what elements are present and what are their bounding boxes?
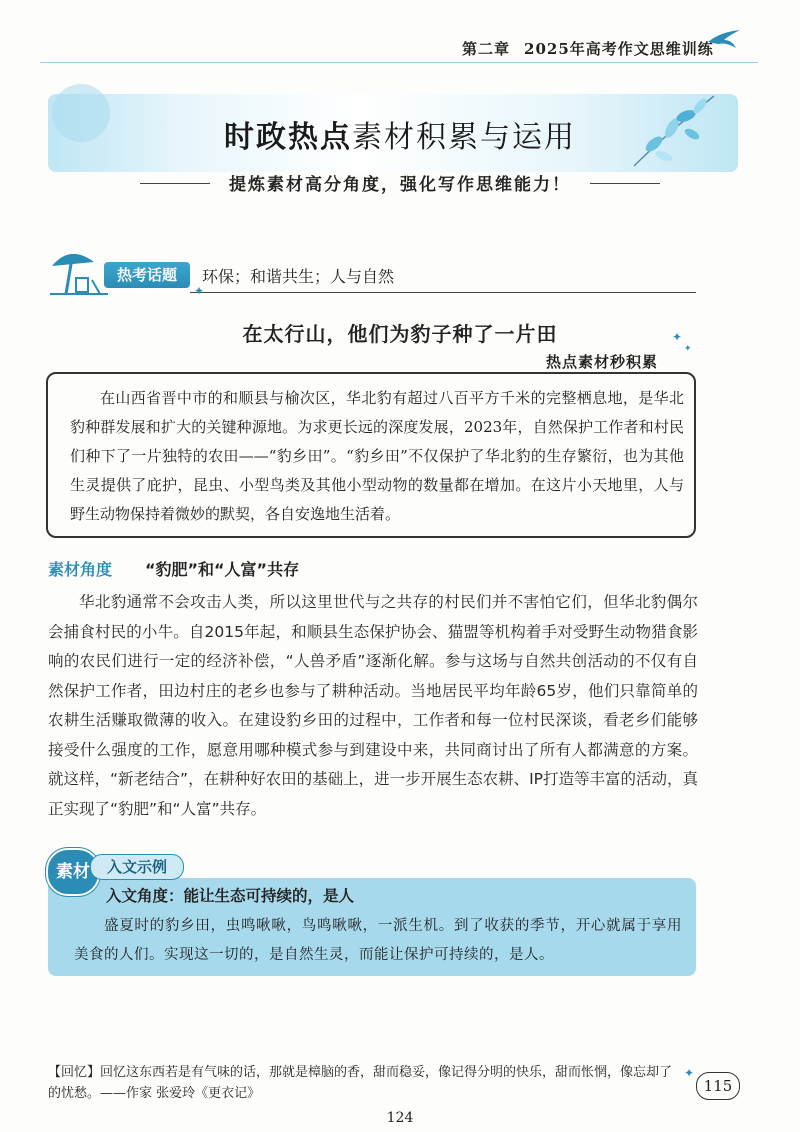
section-label: 热点素材秒积累 bbox=[546, 353, 659, 371]
title-rest: 素材积累与运用 bbox=[352, 120, 576, 155]
title-highlight: 时政热点 bbox=[224, 120, 352, 155]
page-badge: 115 bbox=[696, 1072, 740, 1100]
topic-divider bbox=[190, 292, 696, 293]
article-title: 在太行山，他们为豹子种了一片田 bbox=[242, 322, 558, 346]
chapter-label: 第二章 bbox=[462, 40, 511, 58]
story-text: 在山西省晋中市的和顺县与榆次区，华北豹有超过八百平方千米的完整栖息地，是华北豹种群发展和扩大的关键种源地。为求更长远的深度发展，2023年，自然保护工作者和村民们种下了一片独特的农田——“豹乡田”。“豹乡田”不仅保护了华北豹的生存繁衍，也为其他生灵提供了庇护，昆虫、小型鸟类及其他小型动物的数量都在增加。在这片小天地里，人与野生动物保持着微妙的默契，各自安逸地生活着。 bbox=[70, 389, 684, 523]
sparkle-icon: ✦ bbox=[672, 330, 683, 344]
example-text: 盛夏时的豹乡田，虫鸣啾啾，鸟鸣啾啾，一派生机。到了收获的季节，开心就属于享用美食的人们。实现这一切的，是自然生灵，而能让保护可持续的，是人。 bbox=[74, 918, 682, 963]
header-divider bbox=[40, 62, 758, 63]
sparkle-icon: ✦ bbox=[684, 1066, 695, 1080]
footer-quote: 【回忆】回忆这东西若是有气味的话，那就是樟脑的香，甜而稳妥，像记得分明的快乐，甜而怅惘，像忘却了的忧愁。——作家 张爱玲《更衣记》 bbox=[48, 1065, 673, 1101]
angle-label: 素材角度 bbox=[48, 560, 113, 579]
example-tag: 入文示例 bbox=[90, 854, 184, 880]
page-title bbox=[0, 112, 800, 156]
umbrella-icon bbox=[48, 244, 110, 296]
topic-text: 环保；和谐共生；人与自然 bbox=[202, 267, 395, 286]
analysis-text: 华北豹通常不会攻击人类，所以这里世代与之共存的村民们并不害怕它们，但华北豹偶尔会捕食村民的小牛。自2015年起，和顺县生态保护协会、猫盟等机构着手对受野生动物猎食影响的农民们进行一定的经济补偿，“人兽矛盾”逐渐化解。参与这场与自然共创活动的不仅有自然保护工作者，田边村庄的老乡也参与了耕种活动。当地居民平均年龄65岁，他们只靠简单的农耕生活赚取微薄的收入。在建设豹乡田的过程中，工作者和每一位村民深谈，看老乡们能够接受什么强度的工作，愿意用哪种模式参与到建设中来，共同商讨出了所有人都满意的方案。就这样，“新老结合”，在耕种好农田的基础上，进一步开展生态农耕、IP打造等丰富的活动，真正实现了“豹肥”和“人富”共存。 bbox=[48, 593, 698, 818]
subtitle: 提炼素材高分角度，强化写作思维能力！ bbox=[229, 175, 571, 195]
book-title: 2025年高考作文思维训练 bbox=[524, 40, 714, 58]
angle-text: “豹肥”和“人富”共存 bbox=[145, 560, 300, 579]
topic-tag: 热考话题 bbox=[104, 262, 190, 288]
swallow-icon bbox=[706, 28, 742, 52]
page-number: 124 bbox=[386, 1110, 414, 1126]
material-badge: 素材 bbox=[46, 848, 100, 896]
chapter-header bbox=[462, 38, 714, 59]
example-heading: 入文角度：能让生态可持续的，是人 bbox=[106, 887, 355, 905]
sparkle-icon: ✦ bbox=[684, 344, 692, 354]
sparkle-icon: ✦ bbox=[194, 284, 205, 298]
